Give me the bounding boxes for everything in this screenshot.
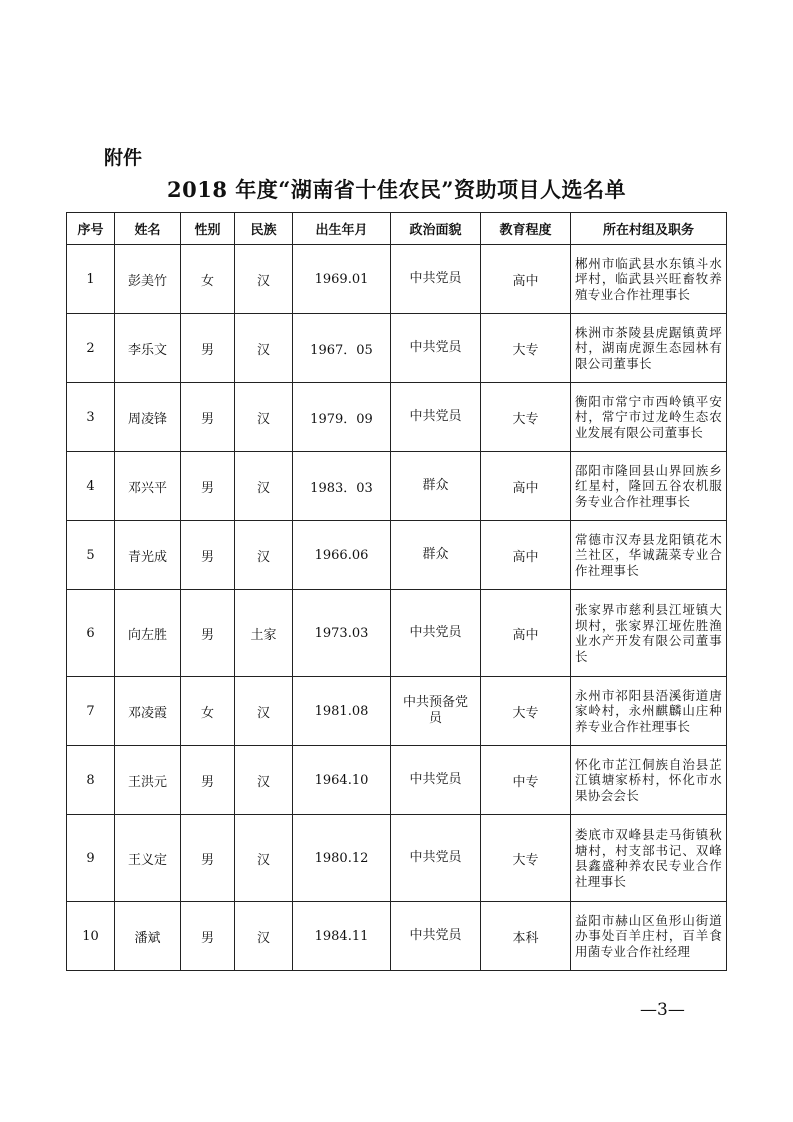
- cell-birth: 1967．05: [293, 314, 391, 383]
- cell-number: 2: [67, 314, 115, 383]
- cell-birth: 1983．03: [293, 452, 391, 521]
- cell-affiliation: 永州市祁阳县浯溪街道唐家岭村，永州麒麟山庄种养专业合作社理事长: [571, 677, 727, 746]
- cell-number: 6: [67, 590, 115, 677]
- cell-political: 中共党员: [391, 245, 481, 314]
- cell-affiliation: 邵阳市隆回县山界回族乡红星村，隆回五谷农机服务专业合作社理事长: [571, 452, 727, 521]
- cell-ethnicity: 汉: [235, 245, 293, 314]
- cell-political: 群众: [391, 452, 481, 521]
- table-row: [67, 902, 727, 971]
- table-row: [67, 452, 727, 521]
- cell-education: 本科: [481, 902, 571, 971]
- col-header-affiliation: 所在村组及职务: [571, 213, 727, 245]
- cell-name: 邓凌霞: [115, 677, 181, 746]
- cell-affiliation: 益阳市赫山区鱼形山街道办事处百羊庄村，百羊食用菌专业合作社经理: [571, 902, 727, 971]
- cell-education: 高中: [481, 590, 571, 677]
- cell-birth: 1964.10: [293, 746, 391, 815]
- col-header-ethnicity: 民族: [235, 213, 293, 245]
- cell-gender: 男: [181, 902, 235, 971]
- cell-gender: 男: [181, 590, 235, 677]
- col-header-gender: 性别: [181, 213, 235, 245]
- table-row: [67, 746, 727, 815]
- table-row: [67, 383, 727, 452]
- cell-gender: 男: [181, 746, 235, 815]
- col-header-education: 教育程度: [481, 213, 571, 245]
- cell-ethnicity: 土家: [235, 590, 293, 677]
- cell-ethnicity: 汉: [235, 746, 293, 815]
- cell-affiliation: 张家界市慈利县江垭镇大坝村，张家界江垭佐胜渔业水产开发有限公司董事长: [571, 590, 727, 677]
- cell-birth: 1969.01: [293, 245, 391, 314]
- cell-ethnicity: 汉: [235, 902, 293, 971]
- cell-name: 李乐文: [115, 314, 181, 383]
- cell-name: 潘斌: [115, 902, 181, 971]
- cell-gender: 男: [181, 521, 235, 590]
- cell-affiliation: 株洲市茶陵县虎踞镇黄坪村，湖南虎源生态园林有限公司董事长: [571, 314, 727, 383]
- cell-name: 青光成: [115, 521, 181, 590]
- cell-number: 4: [67, 452, 115, 521]
- cell-political: 中共党员: [391, 314, 481, 383]
- cell-name: 王义定: [115, 815, 181, 902]
- cell-ethnicity: 汉: [235, 815, 293, 902]
- cell-number: 8: [67, 746, 115, 815]
- cell-birth: 1973.03: [293, 590, 391, 677]
- cell-education: 高中: [481, 521, 571, 590]
- cell-affiliation: 怀化市芷江侗族自治县芷江镇塘家桥村，怀化市水果协会会长: [571, 746, 727, 815]
- cell-political: 中共党员: [391, 590, 481, 677]
- cell-name: 邓兴平: [115, 452, 181, 521]
- attachment-label: 附件: [104, 147, 143, 169]
- cell-number: 5: [67, 521, 115, 590]
- cell-name: 彭美竹: [115, 245, 181, 314]
- cell-gender: 男: [181, 452, 235, 521]
- cell-number: 9: [67, 815, 115, 902]
- cell-political: 中共党员: [391, 902, 481, 971]
- cell-education: 中专: [481, 746, 571, 815]
- cell-ethnicity: 汉: [235, 677, 293, 746]
- cell-number: 7: [67, 677, 115, 746]
- cell-birth: 1966.06: [293, 521, 391, 590]
- cell-gender: 女: [181, 677, 235, 746]
- cell-affiliation: 衡阳市常宁市西岭镇平安村，常宁市过龙岭生态农业发展有限公司董事长: [571, 383, 727, 452]
- document-title: 2018 年度“湖南省十佳农民”资助项目人选名单: [167, 177, 626, 202]
- cell-number: 10: [67, 902, 115, 971]
- cell-political: 中共党员: [391, 383, 481, 452]
- cell-number: 3: [67, 383, 115, 452]
- cell-ethnicity: 汉: [235, 383, 293, 452]
- cell-affiliation: 常德市汉寿县龙阳镇花木兰社区，华诚蔬菜专业合作社理事长: [571, 521, 727, 590]
- table-header-row: [67, 213, 727, 245]
- cell-political: 群众: [391, 521, 481, 590]
- cell-name: 周凌锋: [115, 383, 181, 452]
- col-header-name: 姓名: [115, 213, 181, 245]
- cell-gender: 男: [181, 314, 235, 383]
- cell-number: 1: [67, 245, 115, 314]
- col-header-political: 政治面貌: [391, 213, 481, 245]
- table-row: [67, 815, 727, 902]
- cell-name: 王洪元: [115, 746, 181, 815]
- cell-birth: 1984.11: [293, 902, 391, 971]
- cell-gender: 男: [181, 815, 235, 902]
- cell-political: 中共党员: [391, 815, 481, 902]
- cell-birth: 1979．09: [293, 383, 391, 452]
- cell-education: 大专: [481, 314, 571, 383]
- table-row: [67, 245, 727, 314]
- table-row: [67, 590, 727, 677]
- cell-birth: 1981.08: [293, 677, 391, 746]
- col-header-birth: 出生年月: [293, 213, 391, 245]
- cell-birth: 1980.12: [293, 815, 391, 902]
- cell-gender: 男: [181, 383, 235, 452]
- table-row: [67, 314, 727, 383]
- col-header-number: 序号: [67, 213, 115, 245]
- cell-education: 大专: [481, 677, 571, 746]
- cell-affiliation: 郴州市临武县水东镇斗水坪村，临武县兴旺畜牧养殖专业合作社理事长: [571, 245, 727, 314]
- cell-name: 向左胜: [115, 590, 181, 677]
- cell-ethnicity: 汉: [235, 452, 293, 521]
- cell-ethnicity: 汉: [235, 314, 293, 383]
- cell-education: 高中: [481, 245, 571, 314]
- cell-education: 高中: [481, 452, 571, 521]
- cell-education: 大专: [481, 383, 571, 452]
- page-number: —3—: [640, 1000, 685, 1020]
- cell-ethnicity: 汉: [235, 521, 293, 590]
- table-row: [67, 677, 727, 746]
- cell-affiliation: 娄底市双峰县走马街镇秋塘村，村支部书记、双峰县鑫盛种养农民专业合作社理事长: [571, 815, 727, 902]
- table-row: [67, 521, 727, 590]
- cell-political: 中共党员: [391, 746, 481, 815]
- cell-political: 中共预备党员: [391, 677, 481, 746]
- cell-education: 大专: [481, 815, 571, 902]
- cell-gender: 女: [181, 245, 235, 314]
- candidate-table: [66, 212, 727, 971]
